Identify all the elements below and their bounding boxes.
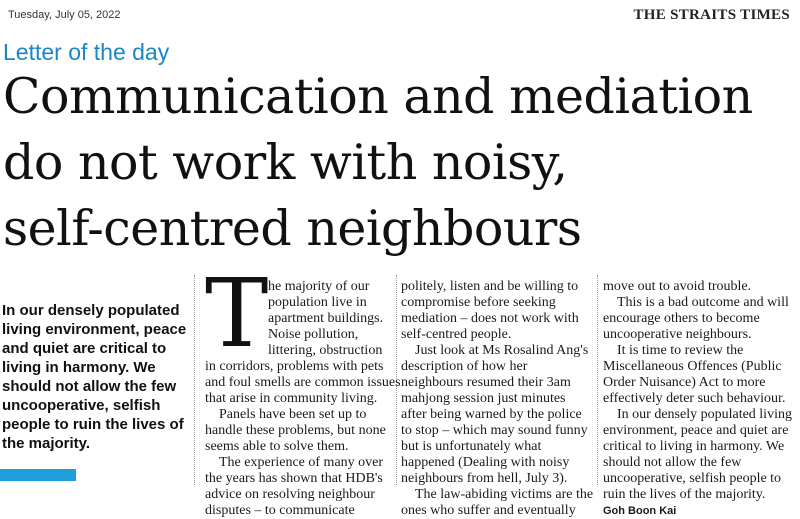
publication-date: Tuesday, July 05, 2022 [8, 9, 121, 21]
body-column-2 [401, 279, 596, 519]
body-line: encourage others to become [603, 311, 760, 326]
body-line: This is a bad outcome and will [617, 295, 789, 310]
body-line: self-centred people. [401, 327, 512, 342]
body-line: uncooperative, selfish people to [603, 471, 782, 486]
body-line: to stop – which may sound funny [401, 423, 588, 438]
body-line: apartment buildings. [268, 311, 384, 326]
masthead: THE STRAITS TIMES [633, 7, 790, 23]
pull-quote-line: and quiet are critical to [2, 340, 167, 357]
pull-quote-line: uncooperative, selfish [2, 397, 161, 414]
body-line: handle these problems, but none [205, 423, 386, 438]
body-line: Panels have been set up to [219, 407, 367, 422]
section-kicker: Letter of the day [3, 39, 170, 65]
body-line: mahjong session just minutes [401, 391, 566, 406]
body-line: after being warned by the police [401, 407, 582, 422]
body-line: disputes – to communicate [205, 503, 355, 518]
body-line: critical to living in harmony. We [603, 439, 785, 454]
body-line: and foul smells are common issues [205, 375, 401, 390]
body-line: Noise pollution, [268, 327, 359, 342]
body-line: Just look at Ms Rosalind Ang's [415, 343, 589, 358]
body-line: Order Nuisance) Act to more [603, 375, 766, 390]
body-line: that arise in community living. [205, 391, 378, 406]
pull-quote-line: In our densely populated [2, 302, 180, 319]
pull-quote [2, 301, 187, 453]
body-line: population live in [268, 295, 367, 310]
body-line: happened (Dealing with noisy [401, 455, 570, 470]
body-line: move out to avoid trouble. [603, 279, 752, 294]
body-line: ruin the lives of the majority. [603, 487, 766, 502]
body-line: Miscellaneous Offences (Public [603, 359, 782, 374]
pull-quote-line: should not allow the few [2, 378, 177, 395]
body-line: In our densely populated living [617, 407, 792, 422]
body-line: ones who suffer and eventually [401, 503, 576, 518]
column-divider [194, 275, 195, 485]
body-column-1-bottom [205, 343, 400, 519]
body-line: mediation – does not work with [401, 311, 579, 326]
headline-line: do not work with noisy, [3, 134, 568, 191]
body-column-3 [603, 279, 798, 519]
body-line: he majority of our [268, 279, 370, 294]
body-line: description of how her [401, 359, 528, 374]
body-line: should not allow the few [603, 455, 742, 470]
body-line: the years has shown that HDB's [205, 471, 383, 486]
body-line: neighbours resumed their 3am [401, 375, 571, 390]
pull-quote-line: the majority. [2, 435, 91, 452]
body-line: advice on resolving neighbour [205, 487, 375, 502]
body-line: environment, peace and quiet are [603, 423, 789, 438]
headline [3, 64, 793, 262]
body-line: compromise before seeking [401, 295, 556, 310]
body-line: but is unfortunately what [401, 439, 542, 454]
accent-bar [0, 469, 76, 481]
headline-line: self-centred neighbours [3, 200, 582, 257]
body-line: It is time to review the [617, 343, 744, 358]
body-line: neighbours from hell, July 3). [401, 471, 568, 486]
body-line: effectively deter such behaviour. [603, 391, 786, 406]
body-line: uncooperative neighbours. [603, 327, 752, 342]
body-line: The experience of many over [219, 455, 384, 470]
column-divider [597, 275, 598, 485]
body-line: seems able to solve them. [205, 439, 349, 454]
body-line: politely, listen and be willing to [401, 279, 579, 294]
pull-quote-line: living environment, peace [2, 321, 187, 338]
body-column-1-top [268, 279, 398, 343]
body-line: littering, obstruction [268, 343, 383, 358]
pull-quote-line: people to ruin the lives of [2, 416, 184, 433]
letter-signature: Goh Boon Kai [603, 505, 677, 517]
headline-line: Communication and mediation [3, 68, 753, 125]
drop-cap: T [205, 259, 269, 369]
pull-quote-line: living in harmony. We [2, 359, 156, 376]
body-line: in corridors, problems with pets [205, 359, 384, 374]
body-line: The law-abiding victims are the [415, 487, 594, 502]
